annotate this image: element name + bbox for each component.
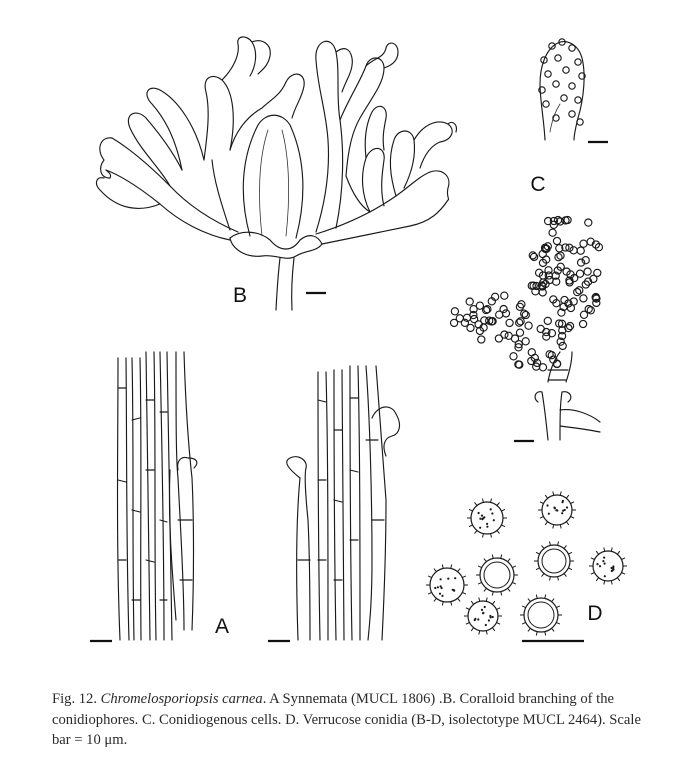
conidium <box>585 219 592 226</box>
panel-label-b: B <box>232 284 248 307</box>
panel-c-branch-drawing <box>535 352 600 440</box>
conidium <box>516 303 523 310</box>
conidium <box>506 319 513 326</box>
verrucose-conidium <box>534 542 574 581</box>
panel-c-drawing <box>540 42 584 140</box>
conidium <box>466 298 473 305</box>
conidium <box>580 240 587 247</box>
conidium <box>501 292 508 299</box>
conidium <box>516 329 523 336</box>
conidium <box>451 308 458 315</box>
conidium <box>495 335 502 342</box>
verrucose-conidium <box>476 555 518 596</box>
conidium <box>553 237 560 244</box>
conidium <box>525 322 532 329</box>
conidium <box>478 336 485 343</box>
conidium <box>522 338 529 345</box>
conidium <box>570 247 577 254</box>
panel-label-c: C <box>530 173 546 196</box>
conidium <box>584 268 591 275</box>
verrucose-conidium <box>426 565 468 606</box>
conidium <box>537 325 544 332</box>
verrucose-conidium <box>520 595 562 636</box>
conidium <box>549 229 556 236</box>
panel-a-drawing-left <box>118 352 197 640</box>
conidium <box>576 287 583 294</box>
conidium <box>502 310 509 317</box>
verrucose-conidium <box>467 499 507 538</box>
panel-b-drawing <box>97 37 457 310</box>
conidium <box>544 317 551 324</box>
figure-caption <box>52 689 652 751</box>
conidium <box>577 247 584 254</box>
conidium <box>587 307 594 314</box>
conidium <box>496 311 503 318</box>
caption-species: Chromelosporiopsis carnea <box>100 691 263 707</box>
panel-label-a: A <box>214 615 230 638</box>
caption-prefix: Fig. 12. <box>52 691 101 707</box>
panel-a-drawing-right <box>287 366 400 640</box>
conidium <box>510 353 517 360</box>
conidium <box>451 319 458 326</box>
conidium <box>528 349 535 356</box>
panel-label-d: D <box>587 602 603 625</box>
conidium <box>567 323 574 330</box>
verrucose-conidium <box>464 598 502 635</box>
verrucose-conidium <box>538 492 576 529</box>
conidium <box>574 289 581 296</box>
conidium <box>559 342 566 349</box>
panel-c-conidia <box>539 39 585 125</box>
panel-c-branch-conidia <box>451 216 603 371</box>
conidium <box>580 320 587 327</box>
conidium <box>580 295 587 302</box>
caption-text: . A Synnemata (MUCL 1806) .B. Coralloid branching of the conidiophores. C. Conidiogenous cells. D. Verrucose conidia (B-D, isolectotype MUCL 2464). Scale bar = 10 μm. <box>52 691 641 748</box>
conidium <box>555 254 562 261</box>
verrucose-conidium <box>589 548 627 585</box>
